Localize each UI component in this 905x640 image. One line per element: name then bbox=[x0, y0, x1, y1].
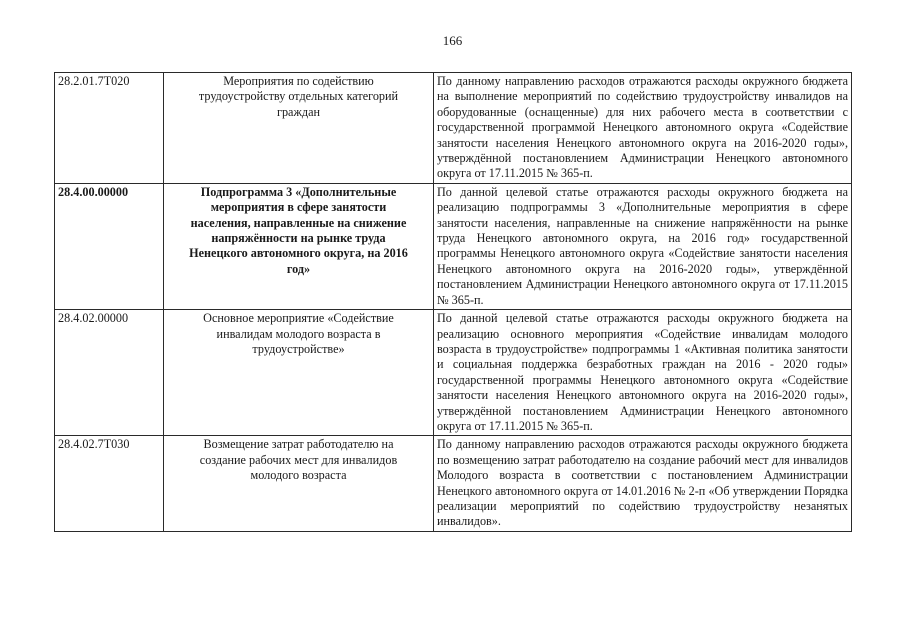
target-article-name: Возмещение затрат работодателю на создание рабочих мест для инвалидов молодого возраста bbox=[199, 437, 398, 483]
page-number: 166 bbox=[442, 33, 463, 48]
table-row bbox=[55, 310, 852, 436]
target-article-name-cell bbox=[164, 183, 434, 309]
target-article-name: Мероприятия по содействию трудоустройству отдельных категорий граждан bbox=[198, 74, 399, 119]
target-article-name-cell bbox=[164, 436, 434, 531]
table-row bbox=[55, 73, 852, 184]
target-article-name: Подпрограмма 3 «Дополнительные мероприятия в сфере занятости населения, направленные на снижение напряжённости на рынке труда Ненецкого автономного округа, на 2016 год» bbox=[189, 184, 408, 276]
target-article-code: 28.4.00.00000 bbox=[55, 183, 164, 309]
table-row bbox=[55, 436, 852, 531]
budget-classification-table bbox=[54, 72, 852, 532]
target-article-name-cell bbox=[164, 310, 434, 436]
target-article-name: Основное мероприятие «Содействие инвалидам молодого возраста в трудоустройстве» bbox=[203, 311, 394, 356]
target-article-code: 28.4.02.7Т030 bbox=[55, 436, 164, 531]
target-article-description: По данной целевой статье отражаются расходы окружного бюджета на реализацию подпрограммы 3 «Дополнительные мероприятия в сфере занятости населения, направленные на снижение напряжённости на рынке труда Ненецкого автономного округа, на 2016 год» государственной программы Ненецкого автономного округа «Содействие занятости населения Ненецкого автономного округа на 2016-2020 годы», утверждённой постановлением Администрации Ненецкого автономного округа от 17.11.2015 № 365-п. bbox=[434, 183, 852, 309]
target-article-description: По данной целевой статье отражаются расходы окружного бюджета на реализацию основного мероприятия «Содействие инвалидам молодого возраста в трудоустройстве» подпрограммы 1 «Активная политика занятости и социальная поддержка безработных граждан на 2016 - 2020 годы» государственной программы Ненецкого автономного округа «Содействие занятости населения Ненецкого автономного округа на 2016-2020 годы», утверждённой постановлением Администрации Ненецкого автономного округа от 17.11.2015 № 365-п. bbox=[434, 310, 852, 436]
target-article-code: 28.2.01.7Т020 bbox=[55, 73, 164, 184]
target-article-name-cell bbox=[164, 73, 434, 184]
target-article-code: 28.4.02.00000 bbox=[55, 310, 164, 436]
target-article-description: По данному направлению расходов отражаются расходы окружного бюджета на выполнение мероприятий по содействию трудоустройству инвалидов на оборудованные (оснащенные) для них рабочего места в соответствии с государственной программой Ненецкого автономного округа «Содействие занятости населения Ненецкого автономного округа на 2016-2020 годы», утверждённой постановлением Администрации Ненецкого автономного округа от 17.11.2015 № 365-п. bbox=[434, 73, 852, 184]
table-row bbox=[55, 183, 852, 309]
target-article-description: По данному направлению расходов отражаются расходы окружного бюджета по возмещению затрат работодателю на создание рабочий мест для инвалидов Молодого возраста в соответствии с постановлением Администрации Ненецкого автономного округа от 14.01.2016 № 2-п «Об утверждении Порядка реализации мероприятий по содействию трудоустройству незанятых инвалидов». bbox=[434, 436, 852, 531]
